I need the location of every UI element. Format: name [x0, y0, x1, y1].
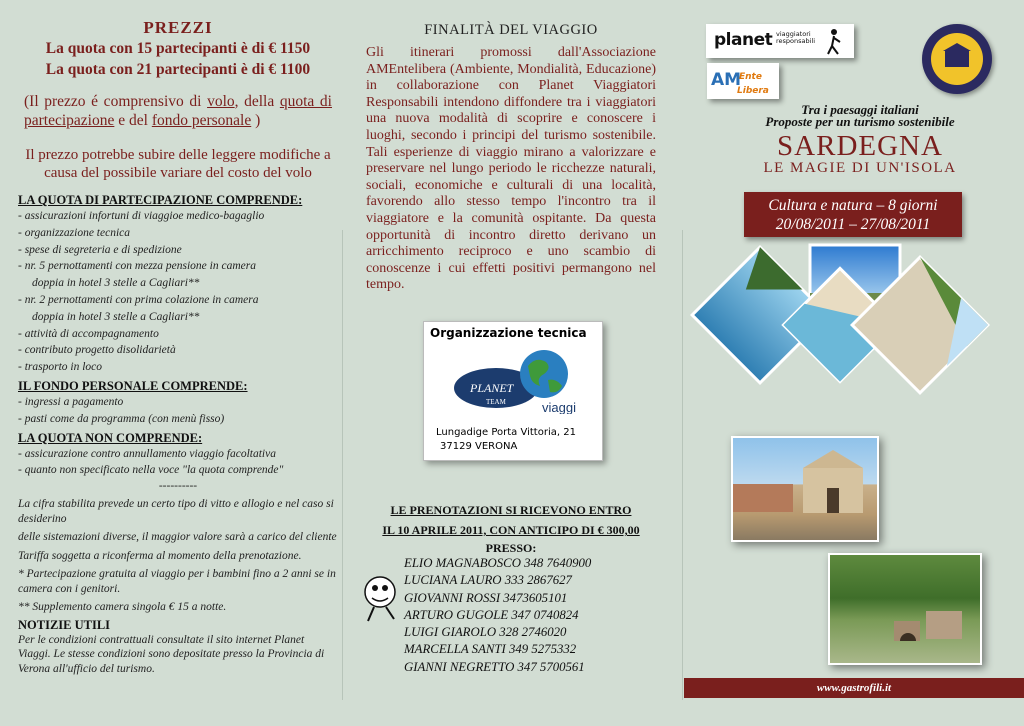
planet-team-logo	[424, 344, 602, 414]
org-logo-planet: PLANET	[470, 381, 514, 395]
org-address-1: Lungadige Porta Vittoria, 21	[436, 427, 576, 438]
sardegna-subtitle: LE MAGIE DI UN'ISOLA	[763, 160, 957, 176]
section-quota-comprende: LA QUOTA DI PARTECIPAZIONE COMPRENDE:	[18, 193, 303, 207]
list-item: doppia in hotel 3 stelle a Cagliari**	[32, 277, 200, 290]
org-logo-team: TEAM	[486, 398, 506, 406]
list-item: - organizzazione tecnica	[18, 226, 131, 239]
list-item: - pasti come da programma (con menù fisso)	[18, 412, 225, 425]
planet-word: planet	[714, 30, 773, 50]
price-15: La quota con 15 partecipanti è di € 1150	[45, 40, 311, 57]
org-title: Organizzazione tecnica	[430, 326, 587, 340]
ruins-drawing	[830, 555, 980, 663]
presso-label: PRESSO:	[485, 541, 537, 555]
hiker-icon	[818, 26, 848, 56]
svg-text:Ente: Ente	[739, 72, 762, 82]
sardegna-title: SARDEGNA	[777, 130, 943, 162]
svg-text:Libera: Libera	[737, 86, 769, 96]
list-item: - assicurazioni infortuni di viaggioe medico-bagaglio	[18, 210, 265, 222]
list-item: - spese di segreteria e di spedizione	[18, 243, 182, 256]
price-note: Il prezzo potrebbe subire delle leggere modifiche a causa del possibile variare del costo del volo	[25, 147, 331, 181]
section-fondo-personale: IL FONDO PERSONALE COMPRENDE:	[18, 378, 248, 393]
contact-item: ELIO MAGNABOSCO 348 7640900	[404, 556, 592, 570]
paragraph: delle sistemazioni diverse, il maggior valore sarà a carico del cliente	[18, 531, 337, 544]
section-notizie-utili: NOTIZIE UTILI	[18, 617, 111, 632]
running-figure-icon	[360, 572, 400, 624]
ament-libera-mark	[707, 63, 779, 99]
contact-item: LUCIANA LAURO 333 2867627	[404, 573, 572, 588]
tagline-1: Tra i paesaggi italiani	[801, 102, 919, 117]
fold-line	[682, 230, 683, 700]
list-item: - contributo progetto disolidarietà	[18, 344, 176, 357]
seal-emblem-icon	[931, 33, 983, 85]
tagline	[700, 104, 1020, 128]
fold-line	[342, 230, 343, 700]
paragraph: ** Supplemento camera singola € 15 a notte.	[18, 601, 227, 614]
org-logo-viaggi: viaggi	[542, 400, 576, 414]
photo-cathedral	[731, 436, 879, 542]
finalita-body: Gli itinerari promossi dall'Associazione AMEntelibera (Ambiente, Mondialità, Educazione) in collaborazione con Planet Viaggiatori Responsabili intendono diffondere tra i viaggiatori una nuova modalità di scoprire e conoscere i luoghi, secondo i principi del turismo sostenibile. Tali esperienze di viaggio mirano a valorizzare e preservare nel lungo periodo le ricchezze naturali, sociali, economiche e culturali di una località, favorendo allo stesso tempo l'incontro tra il viaggiatore e la comunità ospitante. Da questa opportunità di incontro diretto derivano un arricchimento reciproco e uno scambio di conoscenze i cui effetti positivi permangono nel tempo.	[366, 45, 656, 293]
finalita-title: FINALITÀ DEL VIAGGIO	[424, 22, 598, 38]
footer-url[interactable]: www.gastrofili.it	[684, 678, 1024, 698]
gastrofili-seal-logo	[922, 24, 992, 94]
list-item: - attività di accompagnamento	[18, 327, 159, 340]
contact-item: GIOVANNI ROSSI 3473605101	[404, 590, 568, 605]
photo-ruins	[828, 553, 982, 665]
left-panel	[18, 0, 338, 726]
ament-libera-logo	[707, 63, 779, 99]
list-item: - quanto non specificato nella voce "la quota comprende"	[18, 464, 284, 477]
svg-text:AM: AM	[711, 70, 742, 90]
tagline-2: Proposte per un turismo sostenibile	[765, 114, 955, 129]
list-item: - ingressi a pagamento	[18, 395, 124, 408]
price-includes: (Il prezzo é comprensivo di volo, della quota di partecipazione e del fondo personale )	[24, 93, 332, 129]
contact-item: ARTURO GUGOLE 347 0740824	[404, 607, 579, 622]
prenotazioni	[366, 500, 656, 556]
trip-dates: 20/08/2011 – 27/08/2011	[775, 216, 931, 233]
section-quota-non-comprende: LA QUOTA NON COMPRENDE:	[18, 430, 203, 445]
paragraph: * Partecipazione gratuita al viaggio per i bambini fino a 2 anni se in camera con i genitori.	[18, 568, 336, 595]
paragraph: Tariffa soggetta a riconferma al momento della prenotazione.	[18, 549, 302, 562]
contact-item: GIANNI NEGRETTO 347 5700561	[404, 659, 585, 674]
contact-item: MARCELLA SANTI 349 5275332	[404, 642, 577, 657]
separator: ----------	[158, 480, 198, 493]
paragraph: La cifra stabilita prevede un certo tipo di vitto e allogio e nel caso si desiderino	[18, 498, 334, 525]
list-item: doppia in hotel 3 stelle a Cagliari**	[32, 310, 200, 323]
pren-line-2: IL 10 APRILE 2011, CON ANTICIPO DI € 300,00	[382, 523, 640, 537]
photo-collage	[710, 245, 1010, 395]
trip-dates-box	[744, 192, 962, 237]
list-item: - assicurazione contro annullamento viaggio facoltativa	[18, 447, 276, 460]
planet-subtitle: viaggiatori responsabili	[776, 30, 816, 45]
quota-comprende-list	[18, 208, 338, 376]
contacts-list	[404, 555, 591, 676]
organizzazione-tecnica-card	[423, 321, 603, 461]
list-item: - nr. 2 pernottamenti con prima colazione in camera	[18, 293, 259, 306]
prices-title: PREZZI	[143, 18, 213, 37]
org-address-2: 37129 VERONA	[440, 441, 518, 452]
trip-duration: Cultura e natura – 8 giorni	[768, 197, 938, 214]
pren-line-1: LE PRENOTAZIONI SI RICEVONO ENTRO	[390, 503, 632, 517]
paragraph: Per le condizioni contrattuali consultate il sito internet Planet Viaggi. Le stesse condizioni sono depositate presso la Provincia di Verona all'ufficio del turismo.	[18, 633, 325, 675]
contact-item: LUIGI GIAROLO 328 2746020	[404, 625, 567, 640]
list-item: - nr. 5 pernottamenti con mezza pensione in camera	[18, 260, 256, 273]
cathedral-drawing	[733, 438, 877, 540]
price-21: La quota con 21 partecipanti è di € 1100	[45, 61, 311, 78]
planet-viaggiatori-logo	[706, 24, 854, 58]
list-item: - trasporto in loco	[18, 361, 103, 374]
